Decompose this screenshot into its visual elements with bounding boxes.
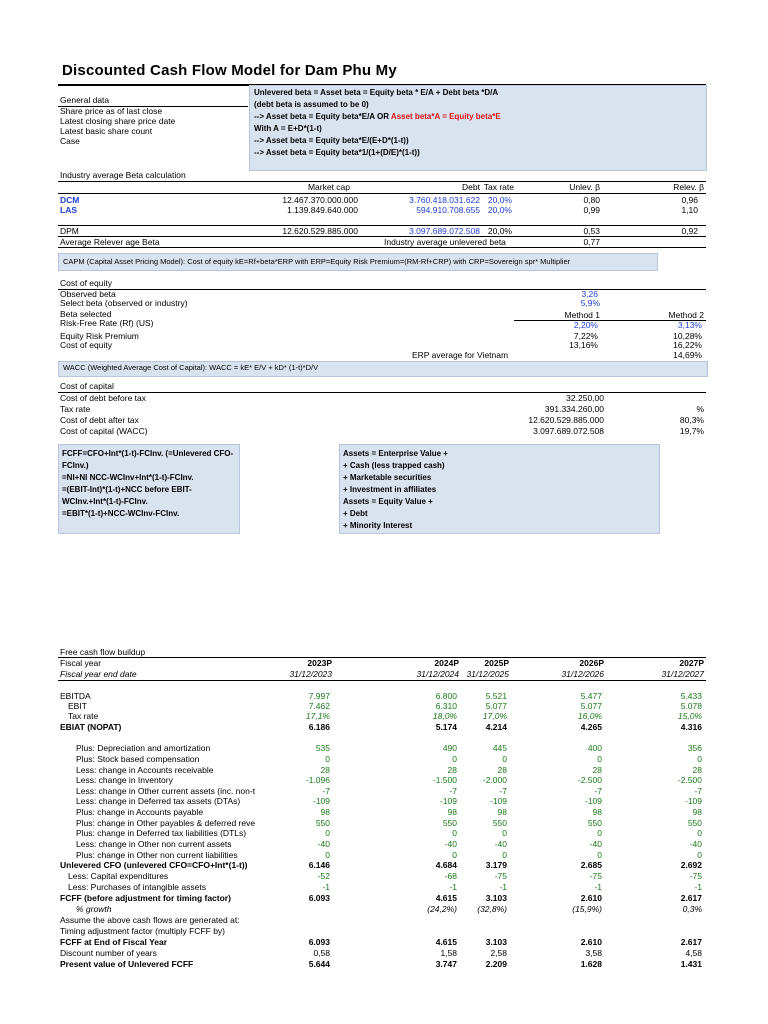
general-row: Share price as of last close	[60, 106, 163, 116]
fiscal-year-end-date: 31/12/2023	[289, 669, 332, 679]
coc-value2: %	[696, 404, 704, 414]
fcf-cell: -1	[322, 882, 330, 892]
fcf-cell: -7	[594, 786, 602, 796]
dpm-name: DPM	[60, 226, 79, 236]
header-rule	[58, 193, 706, 194]
fcf-cell: 0	[452, 754, 457, 764]
fcf-cell: 28	[592, 765, 602, 775]
fcf-cell: 2.209	[485, 959, 507, 969]
fcf-row-label: FCFF at End of Fiscal Year	[60, 937, 168, 947]
fcf-cell: 98	[592, 807, 602, 817]
peer-unlev: 0,99	[583, 205, 600, 215]
fcf-cell: 2.617	[680, 937, 702, 947]
fiscal-year-end-label: Fiscal year end date	[60, 669, 137, 679]
fcf-cell: -1	[594, 882, 602, 892]
fiscal-year-label: Fiscal year	[60, 658, 102, 668]
peer-mcap: 1.139.849.640.000	[287, 205, 358, 215]
fcf-cell: 6.800	[435, 691, 457, 701]
fcf-row-label: Less: change in Accounts receivable	[76, 765, 214, 775]
assets-line: + Investment in affiliates	[343, 485, 437, 494]
fcf-cell: 490	[442, 743, 457, 753]
fcf-row-label: Tax rate	[68, 711, 99, 721]
assets-line: + Debt	[343, 509, 368, 518]
dpm-mcap: 12.620.529.885.000	[282, 226, 358, 236]
fiscal-year-end-date: 31/12/2027	[661, 669, 704, 679]
fcf-cell: 3.179	[485, 860, 507, 870]
fiscal-year-header: 2023P	[307, 658, 332, 668]
fcf-cell: -40	[494, 839, 507, 849]
fcf-cell: -75	[589, 871, 602, 881]
fcf-cell: -7	[499, 786, 507, 796]
fcf-cell: 4.265	[580, 722, 602, 732]
assets-line: + Marketable securities	[343, 473, 432, 482]
header-market-cap: Market cap	[307, 182, 350, 192]
header-tax-rate: Tax rate	[483, 182, 514, 192]
fcf-cell: -2.500	[577, 775, 602, 785]
fcf-cell: -40	[689, 839, 702, 849]
peer-relev: 0,96	[681, 195, 698, 205]
fcf-row-label: Present value of Unlevered FCFF	[60, 959, 194, 969]
header-debt: Debt	[462, 182, 480, 192]
fcf-row-label: Less: Purchases of intangible assets	[68, 882, 206, 892]
cost-capital-heading: Cost of capital	[60, 381, 114, 391]
beta-line: --> Asset beta = Equity beta*E/(E+D*(1-t))	[254, 136, 409, 145]
fcf-row-label: Unlevered CFO (unlevered CFO=CFO+Int*(1-t))	[60, 860, 248, 870]
fcf-cell: -7	[322, 786, 330, 796]
fcf-cell: 17,1%	[305, 711, 330, 721]
fcf-cell: -52	[317, 871, 330, 881]
fcf-cell: -75	[494, 871, 507, 881]
avg-relever-label: Average Relever age Beta	[60, 237, 160, 247]
fcf-row-label: % growth	[76, 904, 112, 914]
coc-value: 12.620.529.885.000	[528, 415, 604, 425]
avg-unlev-value: 0,77	[583, 237, 600, 247]
fcf-cell: -7	[449, 786, 457, 796]
fcf-cell: 98	[320, 807, 330, 817]
coc-value2: 19,7%	[679, 426, 704, 436]
fcff-line: WCInv.+Int*(1-t)-FCInv.	[62, 497, 148, 506]
fcf-cell: 0	[325, 754, 330, 764]
coc-label: Cost of capital (WACC)	[60, 426, 148, 436]
cost-equity-heading: Cost of equity	[60, 278, 112, 288]
peer-tax: 20,0%	[487, 195, 512, 205]
header-unlev-beta: Unlev. β	[569, 182, 600, 192]
fcf-cell: 0	[597, 850, 602, 860]
fcf-row-label: Plus: change in Other non current liabilities	[76, 850, 238, 860]
fcf-cell: 5.077	[580, 701, 602, 711]
coc-value: 32.250,00	[566, 393, 604, 403]
fcf-cell: 4,58	[685, 948, 702, 958]
coe-m1: 13,16%	[569, 340, 598, 350]
fcf-header-rule	[58, 680, 706, 681]
fcf-cell: 5.077	[485, 701, 507, 711]
fcf-cell: 0	[325, 828, 330, 838]
fcf-cell: 28	[320, 765, 330, 775]
fcf-cell: 4.214	[485, 722, 507, 732]
fcf-cell: 0	[452, 850, 457, 860]
coc-value: 391.334.260,00	[544, 404, 604, 414]
fiscal-year-header: 2024P	[434, 658, 459, 668]
fcf-cell: 0	[597, 754, 602, 764]
fcf-cell: -40	[444, 839, 457, 849]
page-title: Discounted Cash Flow Model for Dam Phu My	[62, 62, 397, 79]
general-row: Case	[60, 136, 80, 146]
fiscal-year-end-date: 31/12/2024	[416, 669, 459, 679]
fcf-cell: 4.615	[435, 893, 457, 903]
fiscal-year-header: 2025P	[484, 658, 509, 668]
dpm-unlev: 0,53	[583, 226, 600, 236]
fcf-cell: 400	[587, 743, 602, 753]
fcf-cell: 5.521	[485, 691, 507, 701]
fcf-cell: -109	[312, 796, 330, 806]
fcf-row-label: Plus: Depreciation and amortization	[76, 743, 211, 753]
fcf-cell: 3.103	[485, 937, 507, 947]
fcf-cell: 0	[502, 828, 507, 838]
fcf-cell: 18,0%	[432, 711, 457, 721]
fcf-cell: (24,2%)	[427, 904, 457, 914]
fcf-cell: -1.096	[305, 775, 330, 785]
beta-line: Unlevered beta = Asset beta = Equity beta * E/A + Debt beta *D/A	[254, 88, 499, 97]
fcf-row-label: Less: Capital expenditures	[68, 871, 169, 881]
fcf-cell: 98	[497, 807, 507, 817]
fcf-cell: 2.617	[680, 893, 702, 903]
fcf-cell: 7.462	[308, 701, 330, 711]
fcf-cell: 550	[687, 818, 702, 828]
fcf-cell: 17,0%	[482, 711, 507, 721]
fcf-cell: 4.615	[435, 937, 457, 947]
coe-label: Cost of equity	[60, 340, 112, 350]
wacc-note: WACC (Weighted Average Cost of Capital): WACC = kE* E/V + kD* (1-t)*D/V	[63, 363, 319, 372]
fcff-line: =EBIT*(1-t)+NCC-WCInv-FCInv.	[62, 509, 180, 518]
assets-line: + Cash (less trapped cash)	[343, 461, 445, 470]
fcf-cell: (32,8%)	[477, 904, 507, 914]
fcf-cell: 28	[447, 765, 457, 775]
beta-line: With A = E+D*(1-t)	[254, 124, 322, 133]
fcf-cell: 0	[325, 850, 330, 860]
fcf-row-label: EBIAT (NOPAT)	[60, 722, 122, 732]
fcf-row-label: Discount number of years	[60, 948, 157, 958]
fcf-cell: 98	[447, 807, 457, 817]
fcf-cell: 6.093	[308, 893, 330, 903]
rf-m2: 3,13%	[677, 320, 702, 330]
assets-line: Assets = Enterprise Value +	[343, 449, 448, 458]
fcf-cell: 6.146	[308, 860, 330, 870]
dpm-tax: 20,0%	[487, 226, 512, 236]
fcf-cell: 0,58	[313, 948, 330, 958]
peer-name: LAS	[60, 205, 77, 215]
fcf-cell: 0	[452, 828, 457, 838]
fcf-cell: -2.500	[677, 775, 702, 785]
coe-m2: 16,22%	[673, 340, 702, 350]
fcf-cell: 445	[492, 743, 507, 753]
assets-line: + Minority Interest	[343, 521, 413, 530]
fcf-cell: 0	[697, 850, 702, 860]
fcf-row-label: Plus: change in Accounts payable	[76, 807, 204, 817]
fcf-cell: -68	[444, 871, 457, 881]
fiscal-year-header: 2027P	[679, 658, 704, 668]
fcf-row-label: Plus: change in Deferred tax liabilities (DTLs)	[76, 828, 247, 838]
general-heading: General data	[60, 95, 110, 105]
fiscal-year-header: 2026P	[579, 658, 604, 668]
peer-debt: 594.910.708.655	[416, 205, 480, 215]
fcf-cell: -7	[694, 786, 702, 796]
fcf-cell: -109	[439, 796, 457, 806]
fcf-row-label: Less: change in Inventory	[76, 775, 173, 785]
fcf-cell: 0	[502, 850, 507, 860]
coc-label: Tax rate	[60, 404, 91, 414]
fcf-row-label: Less: change in Other current assets (inc. non-t	[76, 786, 256, 796]
peer-unlev: 0,80	[583, 195, 600, 205]
fcf-cell: -109	[489, 796, 507, 806]
fcf-cell: 1.431	[680, 959, 702, 969]
header-relev-beta: Relev. β	[673, 182, 704, 192]
beta-line: (debt beta is assumed to be 0)	[254, 100, 369, 109]
coc-value2: 80,3%	[679, 415, 704, 425]
fcf-cell: 356	[687, 743, 702, 753]
coc-value: 3.097.689.072.508	[533, 426, 604, 436]
fcf-cell: 2.610	[580, 893, 602, 903]
beta-selected-label: Beta selected	[60, 309, 112, 319]
erp-vn-value: 14,69%	[673, 350, 702, 360]
fcf-cell: 550	[442, 818, 457, 828]
method1-header: Method 1	[564, 310, 600, 320]
fcf-cell: 0	[597, 828, 602, 838]
fcf-heading: Free cash flow buildup	[60, 647, 146, 657]
erp-vn-label: ERP average for Vietnam	[412, 350, 509, 360]
fcf-cell: 5.644	[308, 959, 330, 969]
fcf-cell: -1	[449, 882, 457, 892]
general-row: Latest closing share price date	[60, 116, 176, 126]
fcf-cell: 0	[697, 754, 702, 764]
observed-beta-value: 3,26	[581, 289, 598, 299]
fcf-cell: -75	[689, 871, 702, 881]
fcf-cell: 6.186	[308, 722, 330, 732]
fcf-cell: 3.747	[435, 959, 457, 969]
coc-label: Cost of debt before tax	[60, 393, 146, 403]
industry-heading: Industry average Beta calculation	[60, 170, 186, 180]
fcf-cell: 2.685	[580, 860, 602, 870]
fcf-row-label: EBITDA	[60, 691, 91, 701]
peer-mcap: 12.467.370.000.000	[282, 195, 358, 205]
fcf-cell: 0	[697, 828, 702, 838]
assets-line: Assets = Equity Value +	[343, 497, 433, 506]
fcf-cell: 6.310	[435, 701, 457, 711]
fcf-cell: 2.692	[680, 860, 702, 870]
fcf-cell: 1,58	[440, 948, 457, 958]
fcf-cell: 0,3%	[682, 904, 702, 914]
dpm-relev: 0,92	[681, 226, 698, 236]
observed-beta-label: Observed beta	[60, 289, 116, 299]
select-beta-label: Select beta (observed or industry)	[60, 298, 188, 308]
erp-m1: 7,22%	[573, 331, 598, 341]
fcf-row-label: Less: change in Other non current assets	[76, 839, 232, 849]
dpm-debt: 3.097.689.072.508	[409, 226, 480, 236]
select-beta-value: 5,9%	[580, 298, 600, 308]
fcf-cell: -109	[584, 796, 602, 806]
fcf-cell: 3.103	[485, 893, 507, 903]
fcf-cell: -1.500	[432, 775, 457, 785]
fcf-cell: -1	[694, 882, 702, 892]
fcf-cell: 3,58	[585, 948, 602, 958]
fcf-cell: 16,0%	[577, 711, 602, 721]
fcf-cell: 4.684	[435, 860, 457, 870]
fcff-line: =(EBIT-Int)*(1-t)+NCC before EBIT-	[62, 485, 192, 494]
avg-rule	[58, 247, 706, 248]
fcf-cell: 15,0%	[677, 711, 702, 721]
fcf-row-label: Less: change in Deferred tax assets (DTAs)	[76, 796, 241, 806]
fcf-cell: -40	[589, 839, 602, 849]
fcf-cell: 550	[315, 818, 330, 828]
fcf-cell: 28	[692, 765, 702, 775]
fcf-row-label: Plus: change in Other payables & deferred reve	[76, 818, 256, 828]
capm-note: CAPM (Capital Asset Pricing Model): Cost of equity kE=Rf+beta*ERP with ERP=Equity Risk Premium=(RM-Rf+CRP) with CRP=Sovereign spr* Multiplier	[63, 257, 571, 266]
fcf-cell: 5.433	[680, 691, 702, 701]
fiscal-year-end-date: 31/12/2025	[466, 669, 509, 679]
avg-unlev-label: Industry average unlevered beta	[384, 237, 506, 247]
fcf-cell: -40	[317, 839, 330, 849]
fcf-cell: 4.316	[680, 722, 702, 732]
fcff-line: FCFF=CFO+Int*(1-t)-FCInv. (=Unlevered CFO-	[62, 449, 234, 458]
general-row: Latest basic share count	[60, 126, 153, 136]
fcf-cell: -2.000	[482, 775, 507, 785]
fcf-cell: 5.174	[435, 722, 457, 732]
fcff-line: FCInv.)	[62, 461, 89, 470]
fcf-cell: 28	[497, 765, 507, 775]
cost-equity-rule	[58, 289, 706, 290]
fcf-cell: 550	[587, 818, 602, 828]
beta-line: --> Asset beta = Equity beta*E/A OR Asset beta*A = Equity beta*E	[254, 112, 501, 121]
fcf-cell: 550	[492, 818, 507, 828]
peer-name: DCM	[60, 195, 80, 205]
fcf-row-label: Assume the above cash flows are generated at:	[60, 915, 240, 925]
rf-label: Risk-Free Rate (Rf) (US)	[60, 318, 154, 328]
peer-tax: 20,0%	[487, 205, 512, 215]
peer-debt: 3.760.418.031.622	[409, 195, 480, 205]
fcf-cell: 5.078	[680, 701, 702, 711]
fcf-cell: -1	[499, 882, 507, 892]
fcf-row-label: Plus: Stock based compensation	[76, 754, 200, 764]
fiscal-year-end-date: 31/12/2026	[561, 669, 604, 679]
method2-header: Method 2	[668, 310, 704, 320]
fcf-cell: (15,9%)	[572, 904, 602, 914]
fcf-cell: 2,58	[490, 948, 507, 958]
erp-m2: 10,28%	[673, 331, 702, 341]
cost-capital-rule	[58, 392, 706, 393]
rf-m1: 2,20%	[573, 320, 598, 330]
coc-label: Cost of debt after tax	[60, 415, 139, 425]
fcf-cell: 535	[315, 743, 330, 753]
fcf-cell: 0	[502, 754, 507, 764]
fcf-cell: 5.477	[580, 691, 602, 701]
fcf-row-label: Timing adjustment factor (multiply FCFF by)	[60, 926, 225, 936]
fcf-cell: 7.997	[308, 691, 330, 701]
fcf-cell: 6.093	[308, 937, 330, 947]
fcf-row-label: FCFF (before adjustment for timing factor)	[60, 893, 231, 903]
fcf-row-label: EBIT	[68, 701, 87, 711]
fcf-cell: 98	[692, 807, 702, 817]
fcff-line: =NI+NI NCC-WCInv+Int*(1-t)-FCInv.	[62, 473, 194, 482]
fcf-cell: 1.628	[580, 959, 602, 969]
peer-relev: 1,10	[681, 205, 698, 215]
beta-line: --> Asset beta = Equity beta*1/(1+(D/E)*(1-t))	[254, 148, 420, 157]
fcf-cell: 2.610	[580, 937, 602, 947]
fcf-cell: -109	[684, 796, 702, 806]
erp-label: Equity Risk Premium	[60, 331, 139, 341]
